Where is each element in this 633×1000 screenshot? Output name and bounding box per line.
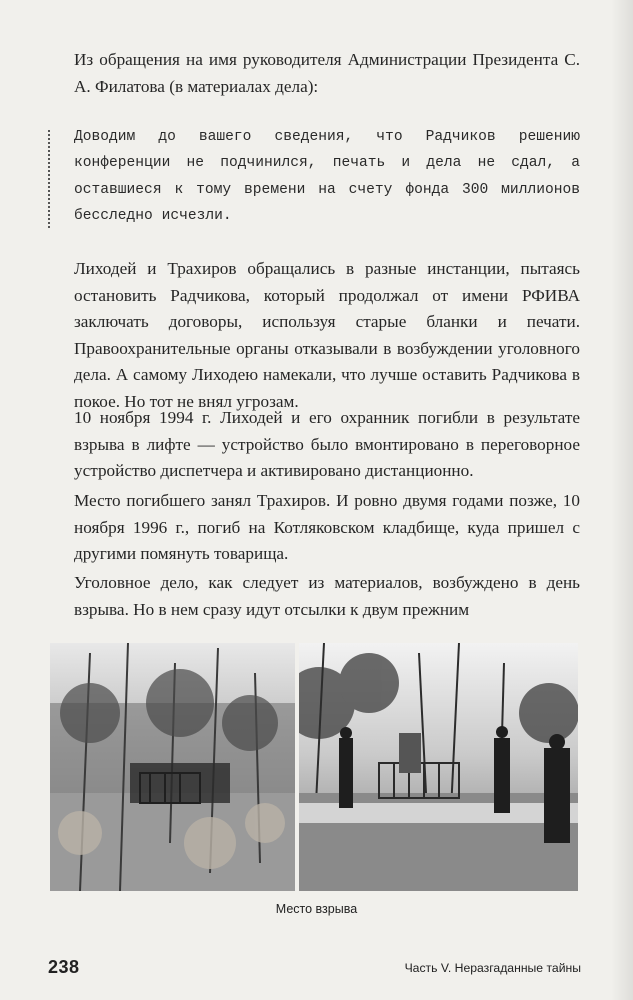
photo-pair [50,643,578,891]
cemetery-photo-right [299,643,578,891]
body-paragraph-2: 10 ноября 1994 г. Лиходей и его охранник погибли в результате взрыва в лифте — устройство было вмонтировано в переговорное устройство диспетчера и активировано дистанционно. [74,408,580,480]
page-edge-shadow [611,0,633,1000]
quote-paragraph: Доводим до вашего сведения, что Радчиков решению конференции не подчинился, печать и дела не сдал, а оставшиеся к тому времени на счету фонда 300 миллионов бесследно исчезли. [74,129,580,224]
intro-paragraph: Из обращения на имя руководителя Администрации Президента С. А. Филатова (в материалах дела): [74,50,580,96]
page-number: 238 [48,957,80,977]
body-paragraph-3: Место погибшего занял Трахиров. И ровно двумя годами позже, 10 ноября 1996 г., погиб на Котляковском кладбище, куда пришел с другими помянуть товарища. [74,491,580,563]
quote-marker [48,130,52,228]
photo-caption: Место взрыва [275,902,358,916]
cemetery-photo-left [50,643,295,891]
body-paragraph-4: Уголовное дело, как следует из материалов, возбуждено в день взрыва. Но в нем сразу идут отсылки к двум прежним [74,573,580,619]
body-paragraph-1: Лиходей и Трахиров обращались в разные инстанции, пытаясь остановить Радчикова, который продолжал от имени РФИВА заключать договоры, используя старые бланки и печати. Правоохранительные органы отказывали в возбуждении уголовного дела. А самому Лиходею намекали, что лучше оставить Радчикова в покое. Но тот не внял угрозам. [74,259,580,411]
running-head: Часть V. Неразгаданные тайны [404,961,581,975]
